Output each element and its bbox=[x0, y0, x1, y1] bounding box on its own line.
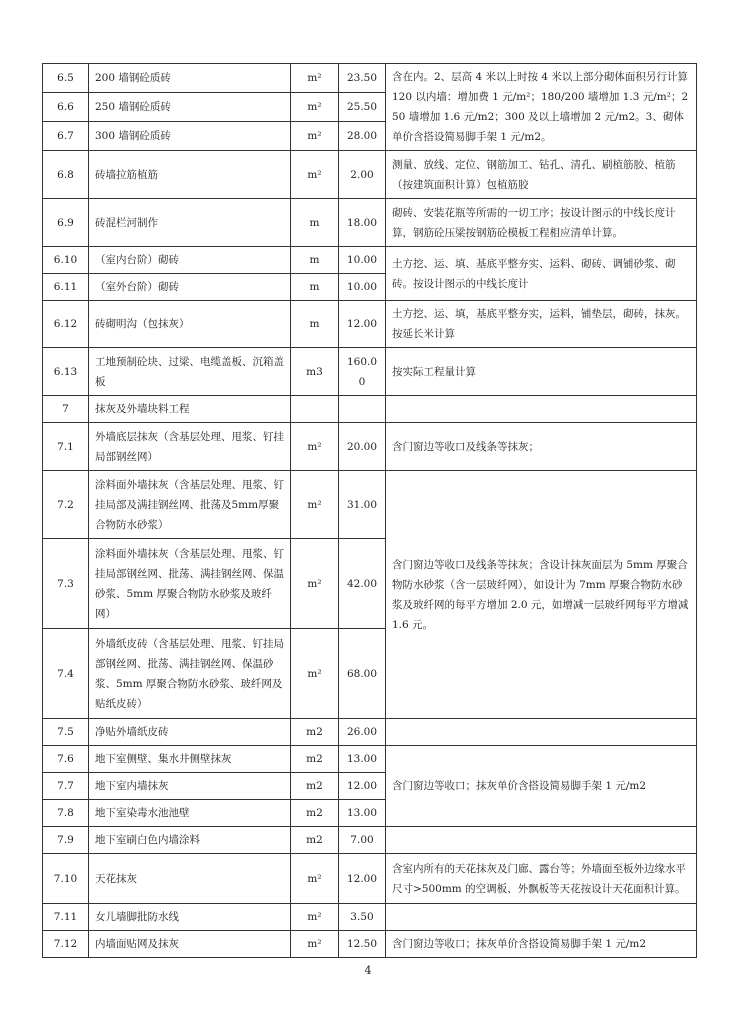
item-unit: m² bbox=[291, 931, 339, 958]
item-name: 250 墙钢砼质砖 bbox=[89, 93, 291, 122]
item-price: 20.00 bbox=[339, 423, 386, 471]
item-price: 68.00 bbox=[339, 629, 386, 719]
item-description bbox=[386, 719, 697, 746]
table-row bbox=[43, 423, 697, 471]
table-row bbox=[43, 247, 697, 274]
table-row bbox=[43, 719, 697, 746]
item-description bbox=[386, 904, 697, 931]
item-number: 6.5 bbox=[43, 64, 89, 93]
item-price: 10.00 bbox=[339, 247, 386, 274]
table-row bbox=[43, 199, 697, 247]
item-price: 13.00 bbox=[339, 746, 386, 773]
item-unit: m2 bbox=[291, 746, 339, 773]
item-unit: m² bbox=[291, 539, 339, 629]
item-unit: m² bbox=[291, 122, 339, 151]
item-number: 7.7 bbox=[43, 773, 89, 800]
item-unit: m bbox=[291, 274, 339, 301]
item-name: 地下室染毒水池池壁 bbox=[89, 800, 291, 827]
section-number: 7 bbox=[43, 396, 89, 423]
item-name: 内墙面贴网及抹灰 bbox=[89, 931, 291, 958]
item-price: 31.00 bbox=[339, 471, 386, 539]
table-row bbox=[43, 348, 697, 396]
item-price: 12.00 bbox=[339, 854, 386, 904]
table-row bbox=[43, 471, 697, 539]
item-unit bbox=[291, 396, 339, 423]
item-name: 200 墙钢砼质砖 bbox=[89, 64, 291, 93]
item-unit: m² bbox=[291, 471, 339, 539]
item-name: 外墙纸皮砖（含基层处理、甩浆、钉挂局部钢丝网、批荡、满挂钢丝网、保温砂浆、5mm 厚聚合物防水砂浆、玻纤网及贴纸皮砖） bbox=[89, 629, 291, 719]
item-unit: m bbox=[291, 247, 339, 274]
item-price: 10.00 bbox=[339, 274, 386, 301]
item-number: 7.3 bbox=[43, 539, 89, 629]
item-number: 6.9 bbox=[43, 199, 89, 247]
item-name: 女儿墙脚批防水线 bbox=[89, 904, 291, 931]
item-name: 地下室刷白色内墙涂料 bbox=[89, 827, 291, 854]
item-unit: m² bbox=[291, 151, 339, 199]
item-name: 300 墙钢砼质砖 bbox=[89, 122, 291, 151]
item-number: 6.13 bbox=[43, 348, 89, 396]
item-unit: m² bbox=[291, 904, 339, 931]
item-unit: m2 bbox=[291, 827, 339, 854]
item-price: 12.50 bbox=[339, 931, 386, 958]
item-description: 含门窗边等收口；抹灰单价含搭设简易脚手架 1 元/m2 bbox=[386, 746, 697, 827]
item-unit: m bbox=[291, 199, 339, 247]
item-name: 工地预制砼块、过梁、电缆盖板、沉箱盖板 bbox=[89, 348, 291, 396]
item-number: 7.9 bbox=[43, 827, 89, 854]
table-row bbox=[43, 854, 697, 904]
item-name: 砖砌明沟（包抹灰） bbox=[89, 301, 291, 348]
item-description: 含在内。2、层高 4 米以上时按 4 米以上部分砌体面积另行计算 120 以内墙：增加费 1 元/m²；180/200 墙增加 1.3 元/m²；250 墙增加 1.6 元/m2；300 及以上墙增加 2 元/m2。3、砌体单价含搭设简易脚手架 1 元/m2。 bbox=[386, 64, 697, 151]
section-title: 抹灰及外墙块料工程 bbox=[89, 396, 291, 423]
item-name: 涂料面外墙抹灰（含基层处理、甩浆、钉挂局部及满挂钢丝网、批荡及5mm厚聚合物防水砂浆） bbox=[89, 471, 291, 539]
item-description bbox=[386, 827, 697, 854]
item-description: 含室内所有的天花抹灰及门廊、露台等；外墙面至板外边缘水平尺寸>500mm 的空调板、外飘板等天花按设计天花面积计算。 bbox=[386, 854, 697, 904]
item-price: 25.50 bbox=[339, 93, 386, 122]
item-name: 外墙底层抹灰（含基层处理、甩浆、钉挂局部钢丝网） bbox=[89, 423, 291, 471]
item-number: 6.12 bbox=[43, 301, 89, 348]
item-number: 6.6 bbox=[43, 93, 89, 122]
item-description: 含门窗边等收口及线条等抹灰；含设计抹灰面层为 5mm 厚聚合物防水砂浆（含一层玻纤网），如设计为 7mm 厚聚合物防水砂浆及玻纤网的每平方增加 2.0 元，如增减一层玻纤网每平方增减 1.6 元。 bbox=[386, 471, 697, 719]
table-row bbox=[43, 904, 697, 931]
item-number: 7.8 bbox=[43, 800, 89, 827]
item-description bbox=[386, 396, 697, 423]
item-unit: m2 bbox=[291, 800, 339, 827]
item-number: 6.11 bbox=[43, 274, 89, 301]
item-name: 天花抹灰 bbox=[89, 854, 291, 904]
item-unit: m² bbox=[291, 629, 339, 719]
item-name: 地下室内墙抹灰 bbox=[89, 773, 291, 800]
item-description: 土方挖、运、填，基底平整夯实，运料，铺垫层，砌砖，抹灰。按延长米计算 bbox=[386, 301, 697, 348]
item-price: 2.00 bbox=[339, 151, 386, 199]
item-description: 土方挖、运、填、基底平整夯实、运料、砌砖、调铺砂浆、砌砖。按设计图示的中线长度计 bbox=[386, 247, 697, 301]
item-unit: m3 bbox=[291, 348, 339, 396]
item-price: 28.00 bbox=[339, 122, 386, 151]
rates-table bbox=[42, 63, 697, 958]
item-number: 6.8 bbox=[43, 151, 89, 199]
item-name: 涂料面外墙抹灰（含基层处理、甩浆、钉挂局部钢丝网、批荡、满挂钢丝网、保温砂浆、5mm 厚聚合物防水砂浆及玻纤网） bbox=[89, 539, 291, 629]
item-name: 地下室侧壁、集水井侧壁抹灰 bbox=[89, 746, 291, 773]
item-price: 42.00 bbox=[339, 539, 386, 629]
item-number: 6.10 bbox=[43, 247, 89, 274]
item-price: 26.00 bbox=[339, 719, 386, 746]
item-price: 160.00 bbox=[339, 348, 386, 396]
table-row bbox=[43, 151, 697, 199]
item-price: 7.00 bbox=[339, 827, 386, 854]
item-description: 含门窗边等收口；抹灰单价含搭设简易脚手架 1 元/m2 bbox=[386, 931, 697, 958]
item-name: 砖墙拉筋植筋 bbox=[89, 151, 291, 199]
table-row bbox=[43, 746, 697, 773]
item-unit: m² bbox=[291, 64, 339, 93]
item-description: 含门窗边等收口及线条等抹灰； bbox=[386, 423, 697, 471]
item-price: 12.00 bbox=[339, 773, 386, 800]
item-unit: m2 bbox=[291, 773, 339, 800]
item-unit: m² bbox=[291, 93, 339, 122]
item-number: 7.5 bbox=[43, 719, 89, 746]
item-number: 7.2 bbox=[43, 471, 89, 539]
item-price: 18.00 bbox=[339, 199, 386, 247]
item-unit: m bbox=[291, 301, 339, 348]
item-number: 7.6 bbox=[43, 746, 89, 773]
item-price: 12.00 bbox=[339, 301, 386, 348]
item-name: 砖混栏河制作 bbox=[89, 199, 291, 247]
item-number: 7.10 bbox=[43, 854, 89, 904]
item-description: 按实际工程量计算 bbox=[386, 348, 697, 396]
item-unit: m² bbox=[291, 423, 339, 471]
item-unit: m2 bbox=[291, 719, 339, 746]
item-number: 7.12 bbox=[43, 931, 89, 958]
item-number: 7.11 bbox=[43, 904, 89, 931]
item-number: 6.7 bbox=[43, 122, 89, 151]
item-name: 净贴外墙纸皮砖 bbox=[89, 719, 291, 746]
item-price: 23.50 bbox=[339, 64, 386, 93]
item-description: 砌砖、安装花瓶等所需的一切工序；按设计图示的中线长度计算，钢筋砼压梁按钢筋砼模板工程相应清单计算。 bbox=[386, 199, 697, 247]
table-row bbox=[43, 64, 697, 93]
item-number: 7.4 bbox=[43, 629, 89, 719]
page-number: 4 bbox=[364, 964, 372, 977]
item-price: 3.50 bbox=[339, 904, 386, 931]
section-header-row bbox=[43, 396, 697, 423]
table-row bbox=[43, 931, 697, 958]
item-price: 13.00 bbox=[339, 800, 386, 827]
item-unit: m² bbox=[291, 854, 339, 904]
item-description: 测量、放线、定位、钢筋加工、钻孔、清孔、刷植筋胶、植筋（按建筑面积计算）包植筋胶 bbox=[386, 151, 697, 199]
table-row bbox=[43, 301, 697, 348]
table-row bbox=[43, 827, 697, 854]
item-price bbox=[339, 396, 386, 423]
item-name: （室外台阶）砌砖 bbox=[89, 274, 291, 301]
item-name: （室内台阶）砌砖 bbox=[89, 247, 291, 274]
item-number: 7.1 bbox=[43, 423, 89, 471]
